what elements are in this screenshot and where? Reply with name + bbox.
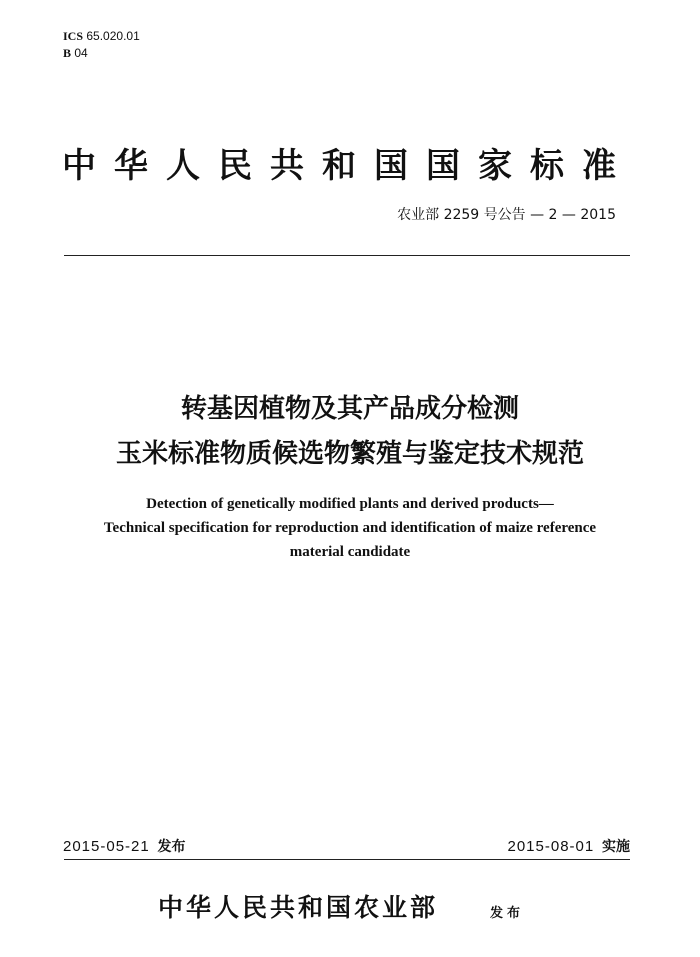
ics-code: 65.020.01 [86,29,140,43]
title-en-line-2: Technical specification for reproduction and identification of maize reference [103,520,597,536]
ics-line [63,28,140,45]
standard-number: 农业部 2259 号公告 — 2 — 2015 [397,207,616,223]
ics-label: ICS [63,29,84,43]
bottom-divider [64,859,630,860]
implementation-date: 2015-08-01 [507,838,595,855]
implementation-word: 实施 [602,839,630,855]
issue-word: 发布 [157,839,186,855]
title-cn-line-1: 转基因植物及其产品成分检测 [180,394,519,424]
ccs-line [63,45,140,62]
issue-date: 2015-05-21 [63,838,150,855]
top-divider [64,255,630,256]
issue-date-block [63,836,186,856]
national-standard-title: 中华人民共和国国家标准 [62,146,634,186]
title-cn-line-2: 玉米标准物质候选物繁殖与鉴定技术规范 [115,439,584,469]
title-en-line-1: Detection of genetically modified plants and derived products— [146,496,554,512]
classification-codes [63,28,140,62]
title-en-line-3: material candidate [289,544,411,560]
ccs-code: 04 [74,46,88,60]
ccs-label: B [63,46,72,60]
issuer-name: 中华人民共和国农业部 [158,893,439,922]
issuer-suffix: 发布 [490,906,525,921]
implementation-date-block [507,836,630,856]
